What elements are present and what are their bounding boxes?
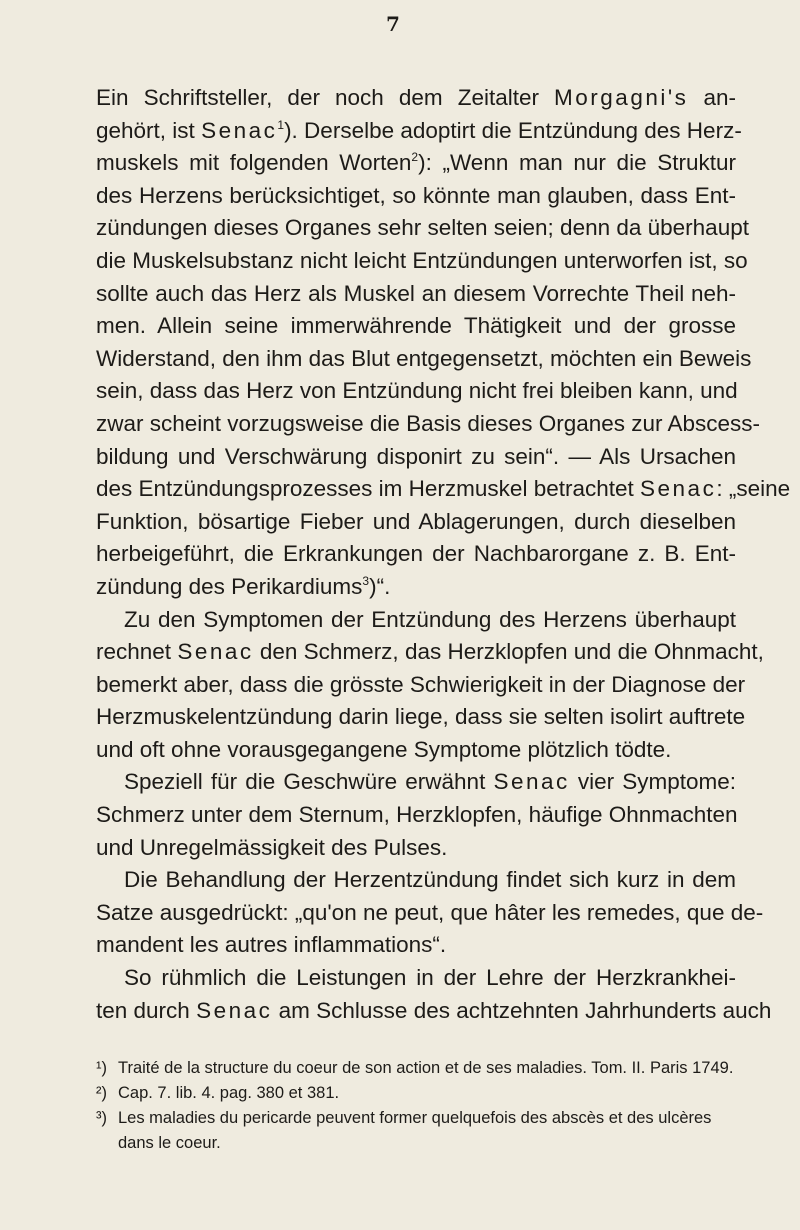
footnote (96, 1081, 736, 1106)
text-line: zündungen dieses Organes sehr selten seien; denn da überhaupt (96, 215, 749, 241)
text-line: sein, dass das Herz von Entzündung nicht frei bleiben kann, und (96, 378, 738, 404)
text-line: und Unregelmässigkeit des Pulses. (96, 834, 448, 860)
text-line (96, 115, 742, 148)
text-line (96, 82, 736, 115)
text-fragment: den Schmerz, das Herzklopfen und die Ohnmacht, (253, 639, 764, 665)
text-line: die Muskelsubstanz nicht leicht Entzündungen unterworfen ist, so (96, 247, 748, 273)
text-fragment: des Entzündungsprozesses im Herzmuskel betrachtet (96, 476, 641, 502)
text-line: des Herzens berücksichtiget, so könnte man glauben, dass Ent- (96, 182, 736, 208)
text-line: Die Behandlung der Herzentzündung findet sich kurz in dem (124, 867, 736, 893)
author-name: Senac (177, 639, 254, 665)
text-line: bildung und Verschwärung disponirt zu sein“. — Als Ursachen (96, 443, 736, 469)
text-fragment: ): „Wenn man nur die Struktur (418, 150, 736, 176)
text-fragment: )“. (369, 573, 391, 599)
text-line: sollte auch das Herz als Muskel an diesem Vorrechte Theil neh- (96, 280, 736, 306)
text-line: men. Allein seine immerwährende Thätigkeit und der grosse (96, 313, 736, 339)
text-line: Zu den Symptomen der Entzündung des Herzens überhaupt (124, 606, 736, 632)
text-line: mandent les autres inflammations“. (96, 932, 447, 958)
footnote-mark: ¹) (96, 1059, 107, 1077)
text-line: Funktion, bösartige Fieber und Ablagerungen, durch dieselben (96, 508, 736, 534)
text-line: Herzmuskelentzündung darin liege, dass sie selten isolirt auftrete (96, 704, 746, 730)
text-line: herbeigeführt, die Erkrankungen der Nachbarorgane z. B. Ent- (96, 541, 736, 567)
footnote-ref: 3 (362, 573, 370, 588)
author-name: Morgagni's (554, 85, 689, 110)
text-fragment: an- (688, 85, 736, 110)
text-fragment: ten durch (96, 997, 197, 1023)
text-line (96, 147, 736, 180)
text-line: Schmerz unter dem Sternum, Herzklopfen, häufige Ohnmachten (96, 802, 738, 828)
text-line: So rühmlich die Leistungen in der Lehre der Herzkrankhei- (124, 965, 736, 991)
text-line (96, 473, 791, 506)
text-line (96, 995, 772, 1028)
main-text (96, 82, 791, 1027)
text-fragment: ). Derselbe adoptirt die Entzündung des Herz- (284, 117, 742, 143)
footnote-ref: 2 (411, 150, 419, 165)
author-name: Senac (640, 476, 717, 502)
author-name: Senac (196, 997, 273, 1023)
text-line (96, 636, 764, 669)
footnotes (96, 1056, 736, 1156)
text-line (96, 766, 736, 799)
author-name: Senac (201, 117, 278, 143)
text-fragment: am Schlusse des achtzehnten Jahrhunderts auch (272, 997, 772, 1023)
footnote-ref: 1 (277, 117, 285, 132)
text-fragment: Ein Schriftsteller, der noch dem Zeitalter (96, 85, 555, 110)
footnote-mark: ³) (96, 1109, 107, 1127)
text-line: bemerkt aber, dass die grösste Schwierigkeit in der Diagnose der (96, 671, 746, 697)
text-fragment: : „seine (716, 476, 791, 502)
author-name: Senac (493, 769, 570, 795)
footnote-mark: ²) (96, 1084, 107, 1102)
footnote (96, 1056, 736, 1081)
text-line: Satze ausgedrückt: „qu'on ne peut, que hâter les remedes, que de- (96, 899, 764, 925)
text-fragment: vier Symptome: (569, 769, 736, 795)
text-line: zwar scheint vorzugsweise die Basis dieses Organes zur Abscess- (96, 410, 761, 436)
text-fragment: gehört, ist (96, 117, 202, 143)
text-fragment: Speziell für die Geschwüre erwähnt (124, 769, 494, 795)
text-fragment: zündung des Perikardiums (96, 573, 363, 599)
footnote-text: Les maladies du pericarde peuvent former quelquefois des abscès et des ulcères dans le coeur. (118, 1109, 712, 1152)
footnote (96, 1106, 736, 1156)
text-line: und oft ohne vorausgegangene Symptome plötzlich tödte. (96, 736, 672, 762)
text-line (96, 571, 736, 604)
text-line: Widerstand, den ihm das Blut entgegensetzt, möchten ein Beweis (96, 345, 752, 371)
text-fragment: muskels mit folgenden Worten (96, 150, 412, 176)
footnote-text: Traité de la structure du coeur de son action et de ses maladies. Tom. II. Paris 1749. (118, 1059, 734, 1077)
footnote-text: Cap. 7. lib. 4. pag. 380 et 381. (118, 1084, 340, 1102)
page-number: 7 (386, 12, 400, 36)
text-fragment: rechnet (96, 639, 178, 665)
